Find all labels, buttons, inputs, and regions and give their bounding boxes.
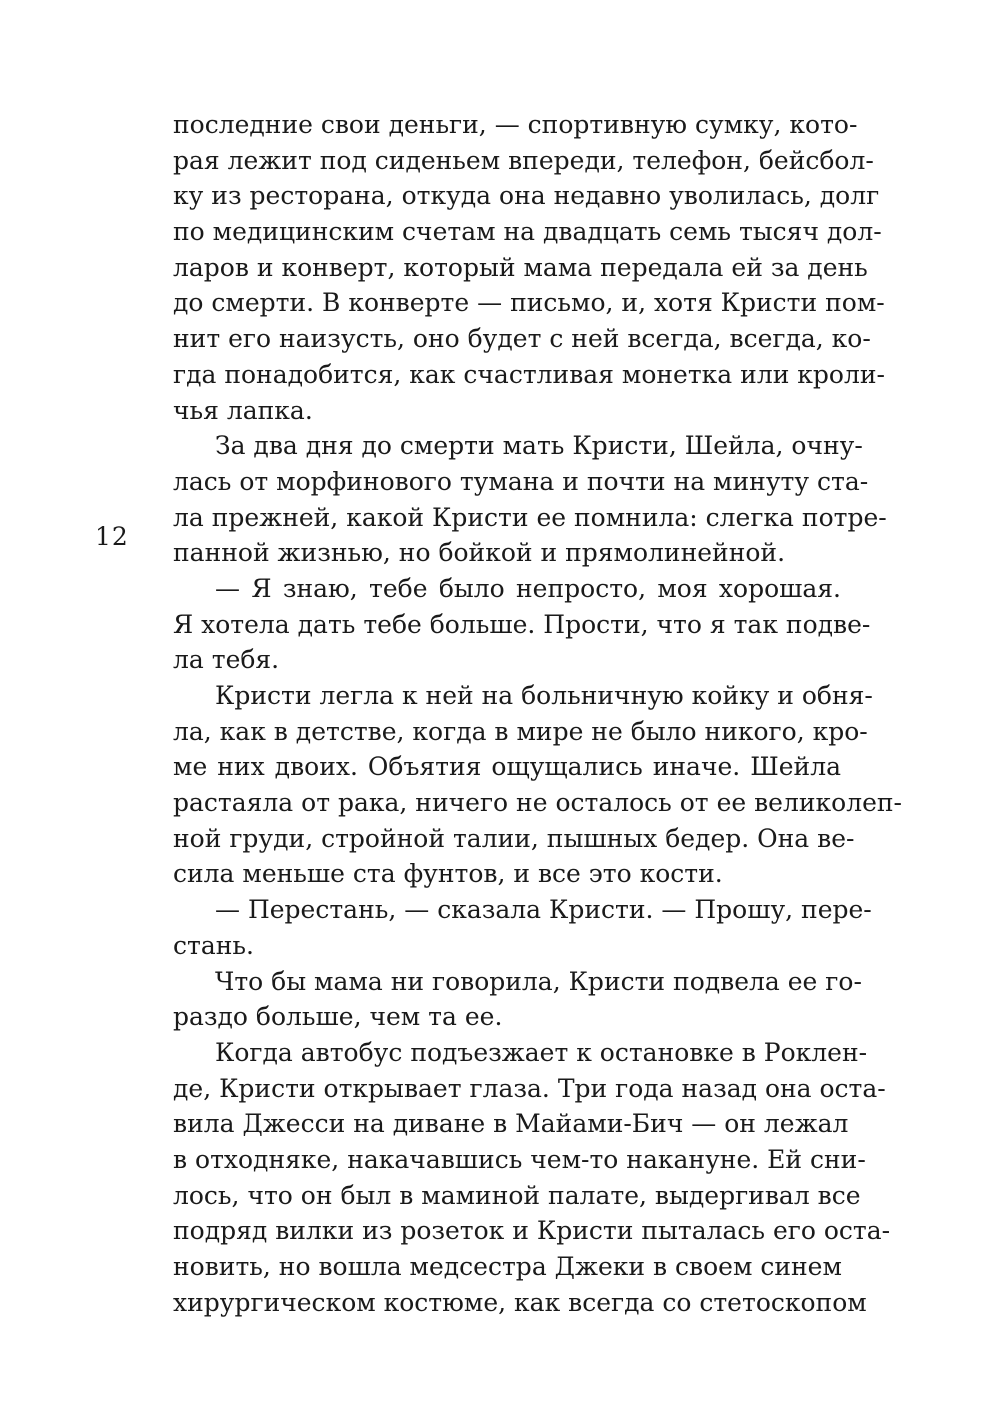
text-line: Когда автобус подъезжает к остановке в Роклен- [215, 1037, 868, 1067]
text-line: до смерти. В конверте — письмо, и, хотя Кристи пом- [173, 288, 885, 318]
text-line: нит его наизусть, оно будет с ней всегда, всегда, ко- [173, 324, 871, 354]
body-text [173, 107, 902, 1320]
text-line: растаяла от рака, ничего не осталось от ее великолеп- [173, 788, 902, 818]
text-line: гда понадобится, как счастливая монетка или кроли- [173, 359, 885, 389]
text-line: Я хотела дать тебе больше. Прости, что я так подве- [173, 609, 871, 639]
text-line: ме них двоих. Объятия ощущались иначе. Шейла [173, 752, 841, 782]
text-line: ку из ресторана, откуда она недавно уволилась, долг [173, 181, 880, 211]
text-line: де, Кристи открывает глаза. Три года назад она оста- [173, 1073, 886, 1103]
text-line: раздо больше, чем та ее. [173, 1002, 503, 1032]
text-line: вила Джесси на диване в Майами-Бич — он лежал [173, 1109, 849, 1139]
text-line: в отходняке, накачавшись чем-то накануне. Ей сни- [173, 1144, 866, 1174]
text-line: панной жизнью, но бойкой и прямолинейной. [173, 538, 786, 568]
text-line: стань. [173, 930, 254, 960]
text-line: Кристи легла к ней на больничную койку и обня- [215, 681, 873, 710]
text-line: новить, но вошла медсестра Джеки в своем синем [173, 1252, 842, 1281]
text-line: — Перестань, — сказала Кристи. — Прошу, пере- [215, 895, 872, 925]
text-line: ла прежней, какой Кристи ее помнила: слегка потре- [173, 502, 887, 532]
text-line: рая лежит под сиденьем впереди, телефон, бейсбол- [173, 145, 874, 175]
text-line: чья лапка. [173, 395, 313, 425]
text-line: ной груди, стройной талии, пышных бедер. Она ве- [173, 823, 855, 853]
text-line: хирургическом костюме, как всегда со стетоскопом [173, 1287, 867, 1317]
page-number: 12 [95, 522, 129, 551]
text-line: ла, как в детстве, когда в мире не было никого, кро- [173, 716, 868, 746]
text-line: За два дня до смерти мать Кристи, Шейла, очну- [215, 431, 863, 461]
text-line: сила меньше ста фунтов, и все это кости. [173, 859, 723, 889]
text-line: ла тебя. [173, 645, 280, 675]
text-line: подряд вилки из розеток и Кристи пыталась его оста- [173, 1216, 891, 1246]
text-line: последние свои деньги, — спортивную сумку, кото- [173, 110, 858, 139]
text-line: Что бы мама ни говорила, Кристи подвела ее го- [215, 966, 862, 996]
text-line: — Я знаю, тебе было непросто, моя хорошая. [215, 573, 841, 603]
text-line: ларов и конверт, который мама передала ей за день [173, 252, 868, 282]
text-line: лось, что он был в маминой палате, выдергивал все [173, 1180, 861, 1210]
text-line: лась от морфинового тумана и почти на минуту ста- [173, 466, 869, 496]
text-line: по медицинским счетам на двадцать семь тысяч дол- [173, 217, 882, 247]
